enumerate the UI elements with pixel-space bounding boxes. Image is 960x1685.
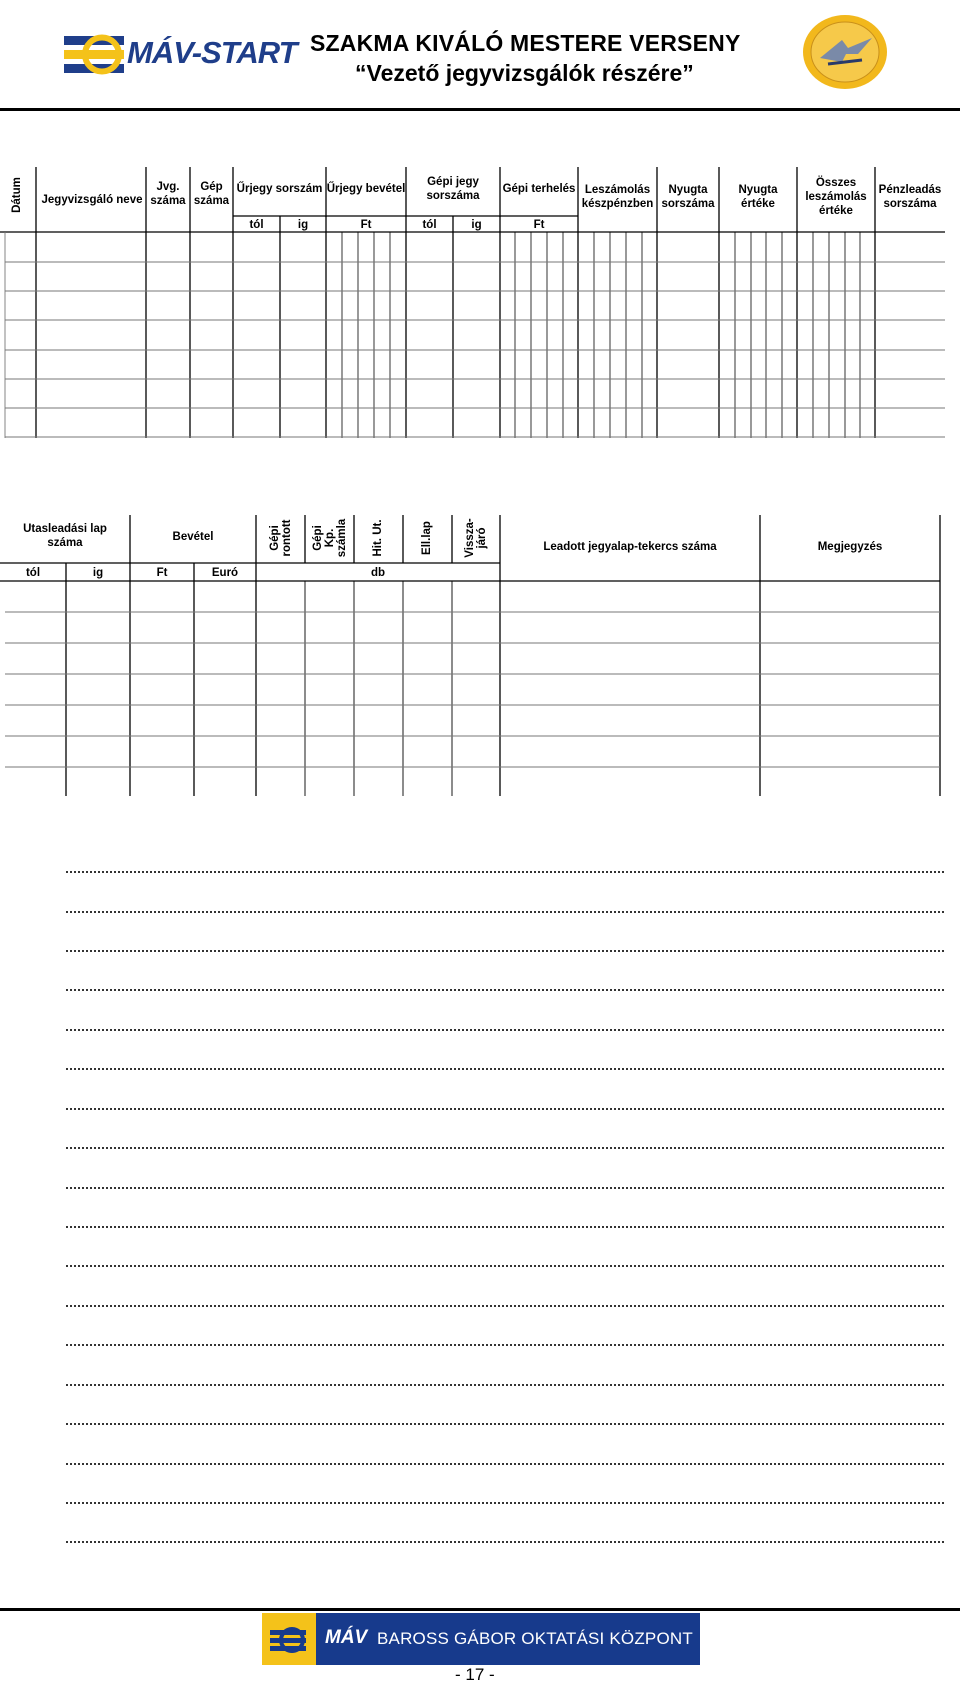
header-hit-ut: Hit. Ut. — [372, 519, 384, 557]
note-line — [65, 1187, 945, 1189]
header-gepi-jegy-line2: sorszáma — [426, 190, 480, 202]
header-visszajaro-line1: Vissza- — [464, 518, 476, 558]
header-nyugta-erteke-line2: értéke — [741, 198, 775, 210]
header-osszes-line3: értéke — [819, 205, 853, 217]
subheader-db: db — [370, 566, 386, 579]
header-utasleadasi-lap — [0, 522, 130, 550]
note-line — [65, 911, 945, 913]
header-gepi-kp-line3: számla — [336, 518, 348, 558]
header-gepi-kp-line2: Kp. — [324, 528, 336, 548]
header-gepi-kp-line1: Gépi — [312, 525, 324, 551]
header-penzleadas-line2: sorszáma — [883, 198, 937, 210]
note-line — [65, 1384, 945, 1386]
subheader-urjegy-ig: ig — [297, 218, 309, 231]
note-line — [65, 1423, 945, 1425]
header-urjegy-sorszam: Űrjegy sorszám — [236, 183, 323, 195]
note-line — [65, 1108, 945, 1110]
note-line — [65, 950, 945, 952]
subheader-lap-tol: tól — [25, 566, 41, 579]
page-number: - 17 - — [455, 1665, 495, 1684]
header-visszajaro-line2: járó — [476, 527, 488, 549]
note-line — [65, 1226, 945, 1228]
footer-logo-block — [262, 1613, 316, 1665]
header-leszamolas-line1: Leszámolás — [584, 184, 651, 196]
passenger-sheet-table — [0, 0, 960, 800]
header-jvg-line1: Jvg. — [156, 181, 180, 193]
header-nyugta-sorszama-line2: sorszáma — [661, 198, 715, 210]
note-line — [65, 871, 945, 873]
mav-start-logo-text: MÁV-START — [127, 35, 297, 70]
page-subtitle: “Vezető jegyvizsgálók részére” — [355, 60, 694, 86]
footer-mav-text: MÁV — [325, 1627, 368, 1648]
note-line — [65, 1463, 945, 1465]
subheader-lap-ig: ig — [92, 566, 104, 579]
passenger-sheet-grid — [0, 0, 960, 800]
subheader-gepi-ig: ig — [471, 218, 482, 231]
page-title: SZAKMA KIVÁLÓ MESTERE VERSENY — [310, 30, 741, 56]
header-gep-line2: száma — [193, 195, 230, 207]
note-line — [65, 1502, 945, 1504]
header-osszes-line1: Összes — [815, 177, 857, 189]
header-gepi-rontott-line1: Gépi — [269, 525, 281, 551]
header-leszamolas-line2: készpénzben — [581, 198, 654, 210]
subheader-bevetel-euro: Euró — [211, 566, 239, 579]
header-datum: Dátum — [11, 177, 23, 213]
note-line — [65, 1541, 945, 1543]
header-gep-line1: Gép — [200, 181, 223, 193]
header-leadott-jegyalap-tekercs: Leadott jegyalap-tekercs száma — [543, 541, 717, 553]
note-line — [65, 989, 945, 991]
note-line — [65, 1305, 945, 1307]
header-jvg-line2: száma — [150, 195, 186, 207]
subheader-terheles-ft: Ft — [533, 218, 545, 231]
note-line — [65, 1029, 945, 1031]
header-ell-lap: Ell.lap — [421, 521, 433, 555]
mav-emblem-icon — [262, 1613, 316, 1665]
header-gepi-rontott-line2: rontott — [281, 519, 293, 557]
footer-rule — [0, 1608, 960, 1611]
header-utasleadasi-line1: Utasleadási lap — [23, 523, 107, 535]
header-nyugta-erteke-line1: Nyugta — [738, 184, 778, 196]
note-line — [65, 1147, 945, 1149]
subheader-bevetel-ft: Ft — [360, 218, 372, 231]
header-jegyvizsgalo-neve: Jegyvizsgáló neve — [41, 193, 143, 206]
header-visszajaro — [464, 509, 488, 567]
footer-org-name: BAROSS GÁBOR OKTATÁSI KÖZPONT — [377, 1629, 693, 1648]
header-penzleadas-line1: Pénzleadás — [878, 184, 942, 196]
subheader-urjegy-tol: tól — [249, 218, 264, 231]
header-nyugta-sorszama-line1: Nyugta — [668, 184, 708, 196]
header-gepi-terheles: Gépi terhelés — [502, 183, 576, 195]
header-bevetel: Bevétel — [172, 531, 214, 543]
header-megjegyzes: Megjegyzés — [817, 541, 883, 553]
note-line — [65, 1068, 945, 1070]
subheader-bevetel-ft: Ft — [156, 566, 168, 579]
header-gepi-jegy-line1: Gépi jegy — [427, 176, 479, 188]
header-gepi-rontott — [269, 509, 293, 567]
header-osszes-line2: leszámolás — [805, 191, 867, 203]
note-line — [65, 1265, 945, 1267]
header-utasleadasi-line2: száma — [47, 537, 83, 549]
subheader-gepi-tol: tól — [422, 218, 437, 231]
note-line — [65, 1344, 945, 1346]
header-gepi-kp-szamla — [312, 509, 348, 567]
header-urjegy-bevetel: Űrjegy bevétel — [326, 183, 406, 195]
